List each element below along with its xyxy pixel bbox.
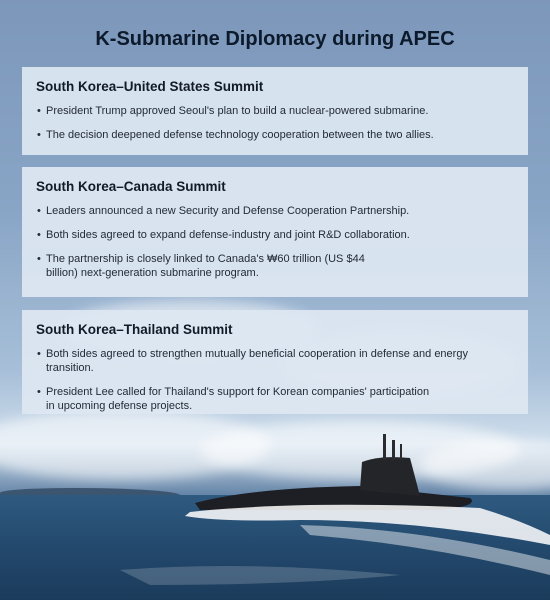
bullet-item: • Both sides agreed to expand defense-industry and joint R&D collaboration. — [36, 228, 514, 242]
bullet-list — [36, 204, 514, 280]
bullet-item: • President Trump approved Seoul's plan to build a nuclear-powered submarine. — [36, 104, 514, 118]
bullet-item: • Leaders announced a new Security and Defense Cooperation Partnership. — [36, 204, 514, 218]
bullet-list — [36, 347, 514, 413]
bullet-item: • President Lee called for Thailand's support for Korean companies' participation in upcoming defense projects. — [36, 385, 514, 413]
bullet-item: • The decision deepened defense technology cooperation between the two allies. — [36, 128, 514, 142]
summit-card-us — [22, 67, 528, 155]
section-heading: South Korea–United States Summit — [36, 79, 264, 94]
section-heading: South Korea–Thailand Summit — [36, 322, 233, 337]
bullet-item: • The partnership is closely linked to Canada's ₩60 trillion (US $44 billion) next-generation submarine program. — [36, 252, 514, 280]
periscope-mast — [392, 440, 395, 460]
summit-card-thailand — [22, 310, 528, 414]
page-title: K-Submarine Diplomacy during APEC — [95, 28, 455, 50]
wave-highlight — [120, 566, 400, 585]
periscope-mast — [383, 434, 386, 460]
bullet-item: • Both sides agreed to strengthen mutually beneficial cooperation in defense and energy transition. — [36, 347, 514, 375]
periscope-mast — [400, 444, 402, 460]
section-heading: South Korea–Canada Summit — [36, 179, 226, 194]
submarine-sail — [360, 457, 420, 496]
bullet-list — [36, 104, 514, 142]
summit-card-canada — [22, 167, 528, 297]
